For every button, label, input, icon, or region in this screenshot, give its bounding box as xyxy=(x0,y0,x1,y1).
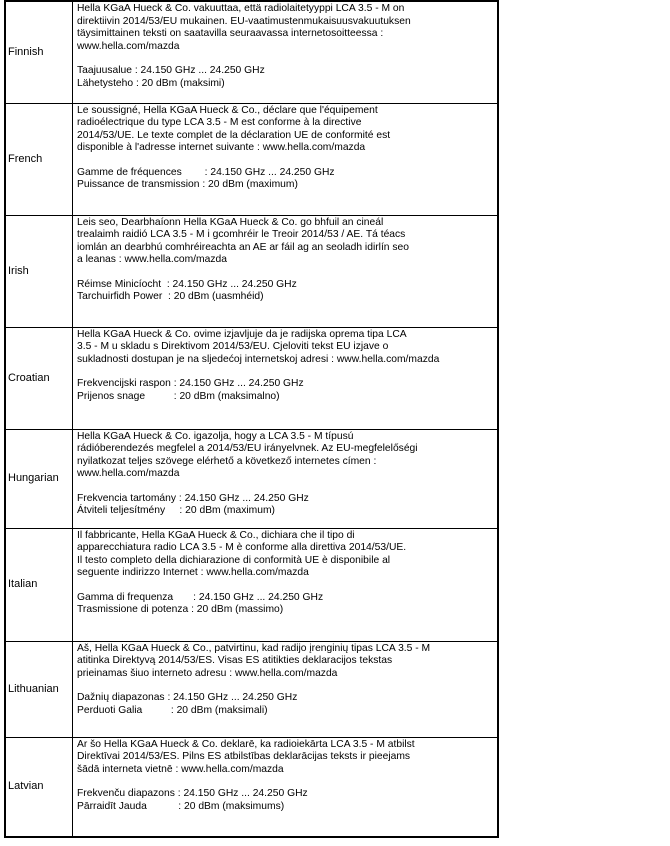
table-row xyxy=(5,1,498,103)
transmit-power-line: Trasmissione di potenza : 20 dBm (massimo) xyxy=(77,604,284,616)
declaration-table xyxy=(4,0,499,838)
frequency-range-line: Frekvenču diapazons : 24.150 GHz ... 24.250 GHz xyxy=(77,788,308,800)
table-row xyxy=(5,215,498,327)
transmit-power-line: Átviteli teljesítmény : 20 dBm (maximum) xyxy=(77,505,275,517)
declaration-cell xyxy=(73,429,499,528)
spacer xyxy=(77,481,497,493)
declaration-text: Hella KGaA Hueck & Co. igazolja, hogy a LCA 3.5 - M típusú rádióberendezés megfelel a 2014/53/EU irányelvnek. Az EU-megfelelőségi nyilatkozat teljes szövege elérhető a következő internetes címen : www.hella.com/mazda xyxy=(77,430,418,480)
table-row xyxy=(5,737,498,837)
declaration-text: Le soussigné, Hella KGaA Hueck & Co., déclare que l'équipement radioélectrique du type LCA 3.5 - M est conforme à la directive 2014/53/UE. Le texte complet de la déclaration UE de conformité est disponible à l'adresse internet suivante : www.hella.com/mazda xyxy=(77,104,391,154)
frequency-range-line: Frekvencia tartomány : 24.150 GHz ... 24.250 GHz xyxy=(77,492,309,504)
language-cell: French xyxy=(5,103,73,215)
declaration-cell xyxy=(73,737,499,837)
transmit-power-line: Prijenos snage : 20 dBm (maksimalno) xyxy=(77,390,280,402)
table-row xyxy=(5,528,498,641)
declaration-table-body xyxy=(5,1,498,837)
declaration-cell xyxy=(73,641,499,737)
declaration-text: Aš, Hella KGaA Hueck & Co., patvirtinu, kad radijo įrenginių tipas LCA 3.5 - M atitinka Direktyvą 2014/53/ES. Visas ES atitikties deklaracijos tekstas prieinamas šiuo interneto adresu : www.hella.com/mazda xyxy=(77,642,431,679)
declaration-cell xyxy=(73,528,499,641)
transmit-power-line: Tarchuirfidh Power : 20 dBm (uasmhéid) xyxy=(77,291,264,303)
language-cell: Finnish xyxy=(5,1,73,103)
declaration-text: Il fabbricante, Hella KGaA Hueck & Co., dichiara che il tipo di apparecchiatura radio LCA 3.5 - M è conforme alla direttiva 2014/53/UE. Il testo completo della dichiarazione di conformità UE è disponibile al seguente indirizzo Internet : www.hella.com/mazda xyxy=(77,529,407,579)
spacer xyxy=(77,267,497,279)
frequency-range-line: Gamme de fréquences : 24.150 GHz ... 24.250 GHz xyxy=(77,166,335,178)
spacer xyxy=(77,680,497,692)
table-row xyxy=(5,641,498,737)
transmit-power-line: Perduoti Galia : 20 dBm (maksimali) xyxy=(77,704,268,716)
declaration-cell xyxy=(73,1,499,103)
spacer xyxy=(77,53,497,65)
frequency-range-line: Dažnių diapazonas : 24.150 GHz ... 24.250 GHz xyxy=(77,692,298,704)
spacer xyxy=(77,580,497,592)
frequency-range-line: Taajuusalue : 24.150 GHz ... 24.250 GHz xyxy=(77,65,265,77)
language-cell: Lithuanian xyxy=(5,641,73,737)
transmit-power-line: Lähetysteho : 20 dBm (maksimi) xyxy=(77,77,225,89)
declaration-text: Ar šo Hella KGaA Hueck & Co. deklarē, ka radioiekārta LCA 3.5 - M atbilst Direktīvai 2014/53/ES. Pilns ES atbilstības deklarācijas teksts ir pieejams šādā interneta vietnē : www.hella.com/mazda xyxy=(77,738,415,775)
frequency-range-line: Gamma di frequenza : 24.150 GHz ... 24.250 GHz xyxy=(77,591,324,603)
transmit-power-line: Puissance de transmission : 20 dBm (maximum) xyxy=(77,179,298,191)
frequency-range-line: Frekvencijski raspon : 24.150 GHz ... 24.250 GHz xyxy=(77,378,304,390)
declaration-cell xyxy=(73,215,499,327)
language-cell: Croatian xyxy=(5,327,73,429)
spacer xyxy=(77,366,497,378)
table-row xyxy=(5,103,498,215)
declaration-text: Leis seo, Dearbhaíonn Hella KGaA Hueck & Co. go bhfuil an cineál trealaimh raidió LCA 3.5 - M i gcomhréir le Treoir 2014/53 / AE. Tá téacs iomlán an dearbhú comhréireachta an AE ar fáil ag an seoladh idirlín seo a leanas : www.hella.com/mazda xyxy=(77,216,409,266)
frequency-range-line: Réimse Minicíocht : 24.150 GHz ... 24.250 GHz xyxy=(77,278,297,290)
declaration-cell xyxy=(73,103,499,215)
table-row xyxy=(5,429,498,528)
language-cell: Hungarian xyxy=(5,429,73,528)
language-cell: Latvian xyxy=(5,737,73,837)
spacer xyxy=(77,155,497,167)
language-cell: Italian xyxy=(5,528,73,641)
transmit-power-line: Pārraidīt Jauda : 20 dBm (maksimums) xyxy=(77,800,285,812)
declaration-text: Hella KGaA Hueck & Co. vakuuttaa, että radiolaitetyyppi LCA 3.5 - M on direktiivin 2014/53/EU mukainen. EU-vaatimustenmukaisuusvakuutuksen täysimittainen teksti on saatavilla seuraavassa internetosoitteessa : www.hella.com/mazda xyxy=(77,3,411,52)
table-row xyxy=(5,327,498,429)
declaration-cell xyxy=(73,327,499,429)
language-cell: Irish xyxy=(5,215,73,327)
spacer xyxy=(77,776,497,788)
declaration-text: Hella KGaA Hueck & Co. ovime izjavljuje da je radijska oprema tipa LCA 3.5 - M u skladu s Direktivom 2014/53/EU. Cjeloviti tekst EU izjave o sukladnosti dostupan je na sljedećoj internetskoj adresi : www.hella.com/mazda xyxy=(77,328,440,365)
